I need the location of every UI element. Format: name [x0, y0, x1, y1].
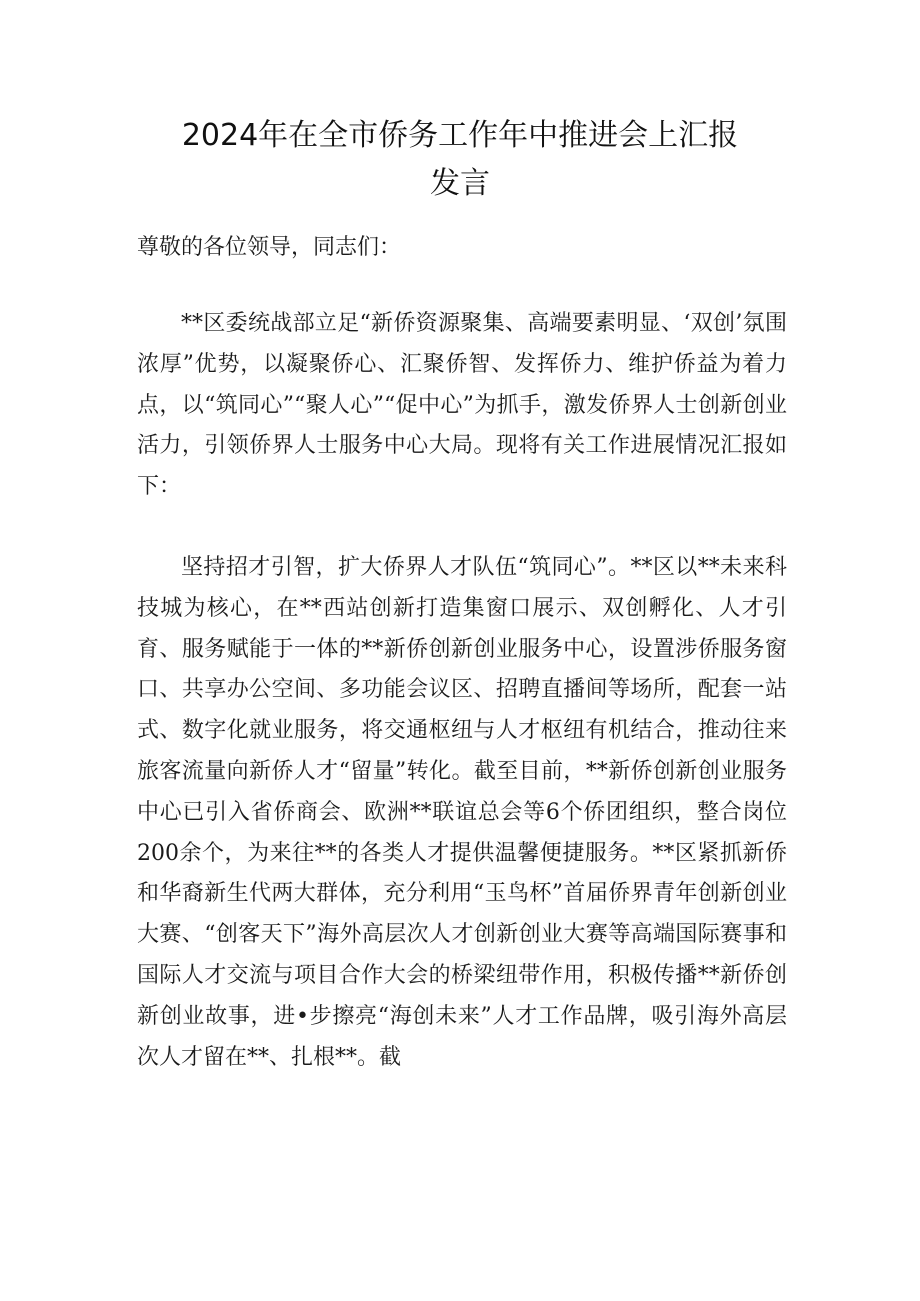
paragraph-talent: 坚持招才引智，扩大侨界人才队伍“筑同心”。**区以**未来科技城为核心，在**西站创新打造集窗口展示、双创孵化、人才引育、服务赋能于一体的**新侨创新创业服务中心，设置涉侨服务窗口、共享办公空间、多功能会议区、招聘直播间等场所，配套一站式、数字化就业服务，将交通枢纽与人才枢纽有机结合，推动往来旅客流量向新侨人才“留量”转化。截至目前，**新侨创新创业服务中心已引入省侨商会、欧洲**联谊总会等6个侨团组织，整合岗位200余个，为来往**的各类人才提供温馨便捷服务。**区紧抓新侨和华裔新生代两大群体，充分利用“玉鸟杯”首届侨界青年创新创业大赛、“创客天下”海外高层次人才创新创业大赛等高端国际赛事和国际人才交流与项目合作大会的桥梁纽带作用，积极传播**新侨创新创业故事，进•步擦亮“海创未来”人才工作品牌，吸引海外高层次人才留在**、扎根**。截 [137, 554, 787, 1070]
title-line-1: 2024年在全市侨务工作年中推进会上汇报 [181, 118, 739, 153]
paragraph-intro: **区委统战部立足“新侨资源聚集、高端要素明显、‘双创’氛围浓厚”优势，以凝聚侨心、汇聚侨智、发挥侨力、维护侨益为着力点，以“筑同心”“聚人心”“促中心”为抓手，激发侨界人士创新创业活力，引领侨界人士服务中心大局。现将有关工作进展情况汇报如下： [137, 311, 787, 500]
document-title [120, 112, 800, 208]
document-body [137, 228, 787, 1078]
title-line-2: 发言 [430, 166, 490, 201]
salutation: 尊敬的各位领导，同志们： [137, 235, 402, 260]
